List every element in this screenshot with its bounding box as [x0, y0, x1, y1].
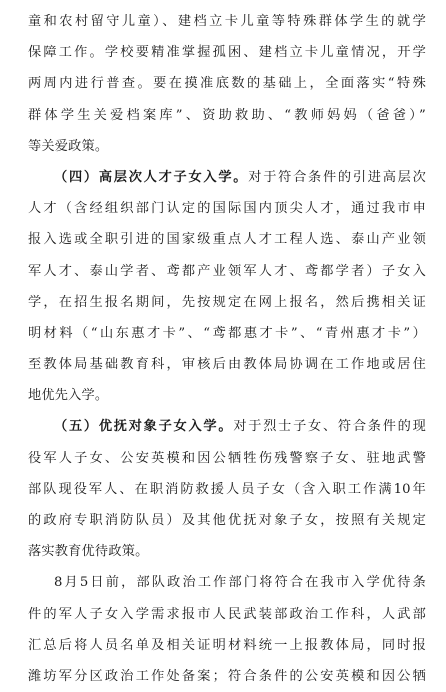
text-line: 件的军人子女入学需求报市人民武装部政治工作科，人武部: [28, 606, 426, 622]
text-line: 至教体局基础教育科，审核后由教体局协调在工作地或居住: [28, 357, 426, 373]
section-first-line: [28, 411, 426, 442]
section-heading: （四）高层次人才子女入学。: [54, 169, 249, 185]
text-line: 军人才、泰山学者、鸢都产业领军人才、鸢都学者）子女入: [28, 263, 426, 279]
text-line: 役军人子女、公安英模和因公牺牲伤残警察子女、驻地武警: [28, 450, 426, 466]
text-line: 等关爱政策。: [28, 138, 109, 154]
text-line: 童和农村留守儿童）、建档立卡儿童等特殊群体学生的就学: [28, 14, 426, 29]
section-preferential-care: [28, 411, 426, 567]
text-line: 保障工作。学校要精准掌握孤困、建档立卡儿童情况，开学: [28, 45, 426, 61]
text-line: 两周内进行普查。要在摸准底数的基础上，全面落实“特殊: [28, 76, 426, 92]
text-line: 落实教育优待政策。: [28, 544, 149, 560]
section-first-line: [28, 162, 426, 193]
text-line: 人才（含经组织部门认定的国际国内顶尖人才，通过我市申: [28, 201, 426, 217]
text-line: 的政府专职消防队员）及其他优抚对象子女，按照有关规定: [28, 513, 426, 528]
section-heading: （五）优抚对象子女入学。: [54, 419, 234, 435]
text-line: 学，在招生报名期间，先按规定在网上报名，然后携相关证: [28, 294, 426, 310]
text-line: 潍坊军分区政治工作处备案；符合条件的公安英模和因公牺: [28, 668, 426, 684]
section-high-level-talent: [28, 162, 426, 412]
paragraph-special-groups: [28, 6, 426, 162]
text-line: 报入选或全职引进的国家级重点人才工程人选、泰山产业领: [28, 232, 426, 248]
section-first-line-text: 对于符合条件的引进高层次: [248, 169, 426, 185]
text-line: 部队现役军人、在职消防救援人员子女（含入职工作满10年: [28, 481, 426, 497]
section-first-line-text: 对于烈士子女、符合条件的现: [233, 419, 426, 435]
text-line: 汇总后将人员名单及相关证明材料统一上报教体局，同时报: [28, 637, 426, 653]
paragraph-military-enrollment: [28, 567, 426, 692]
text-line: 8月5日前，部队政治工作部门将符合在我市入学优待条: [54, 575, 426, 591]
text-line: 群体学生关爱档案库”、资助救助、“教师妈妈（爸爸）”: [28, 107, 426, 123]
text-line: 地优先入学。: [28, 388, 109, 404]
text-line: 明材料（“山东惠才卡”、“鸢都惠才卡”、“青州惠才卡”）: [28, 325, 426, 341]
